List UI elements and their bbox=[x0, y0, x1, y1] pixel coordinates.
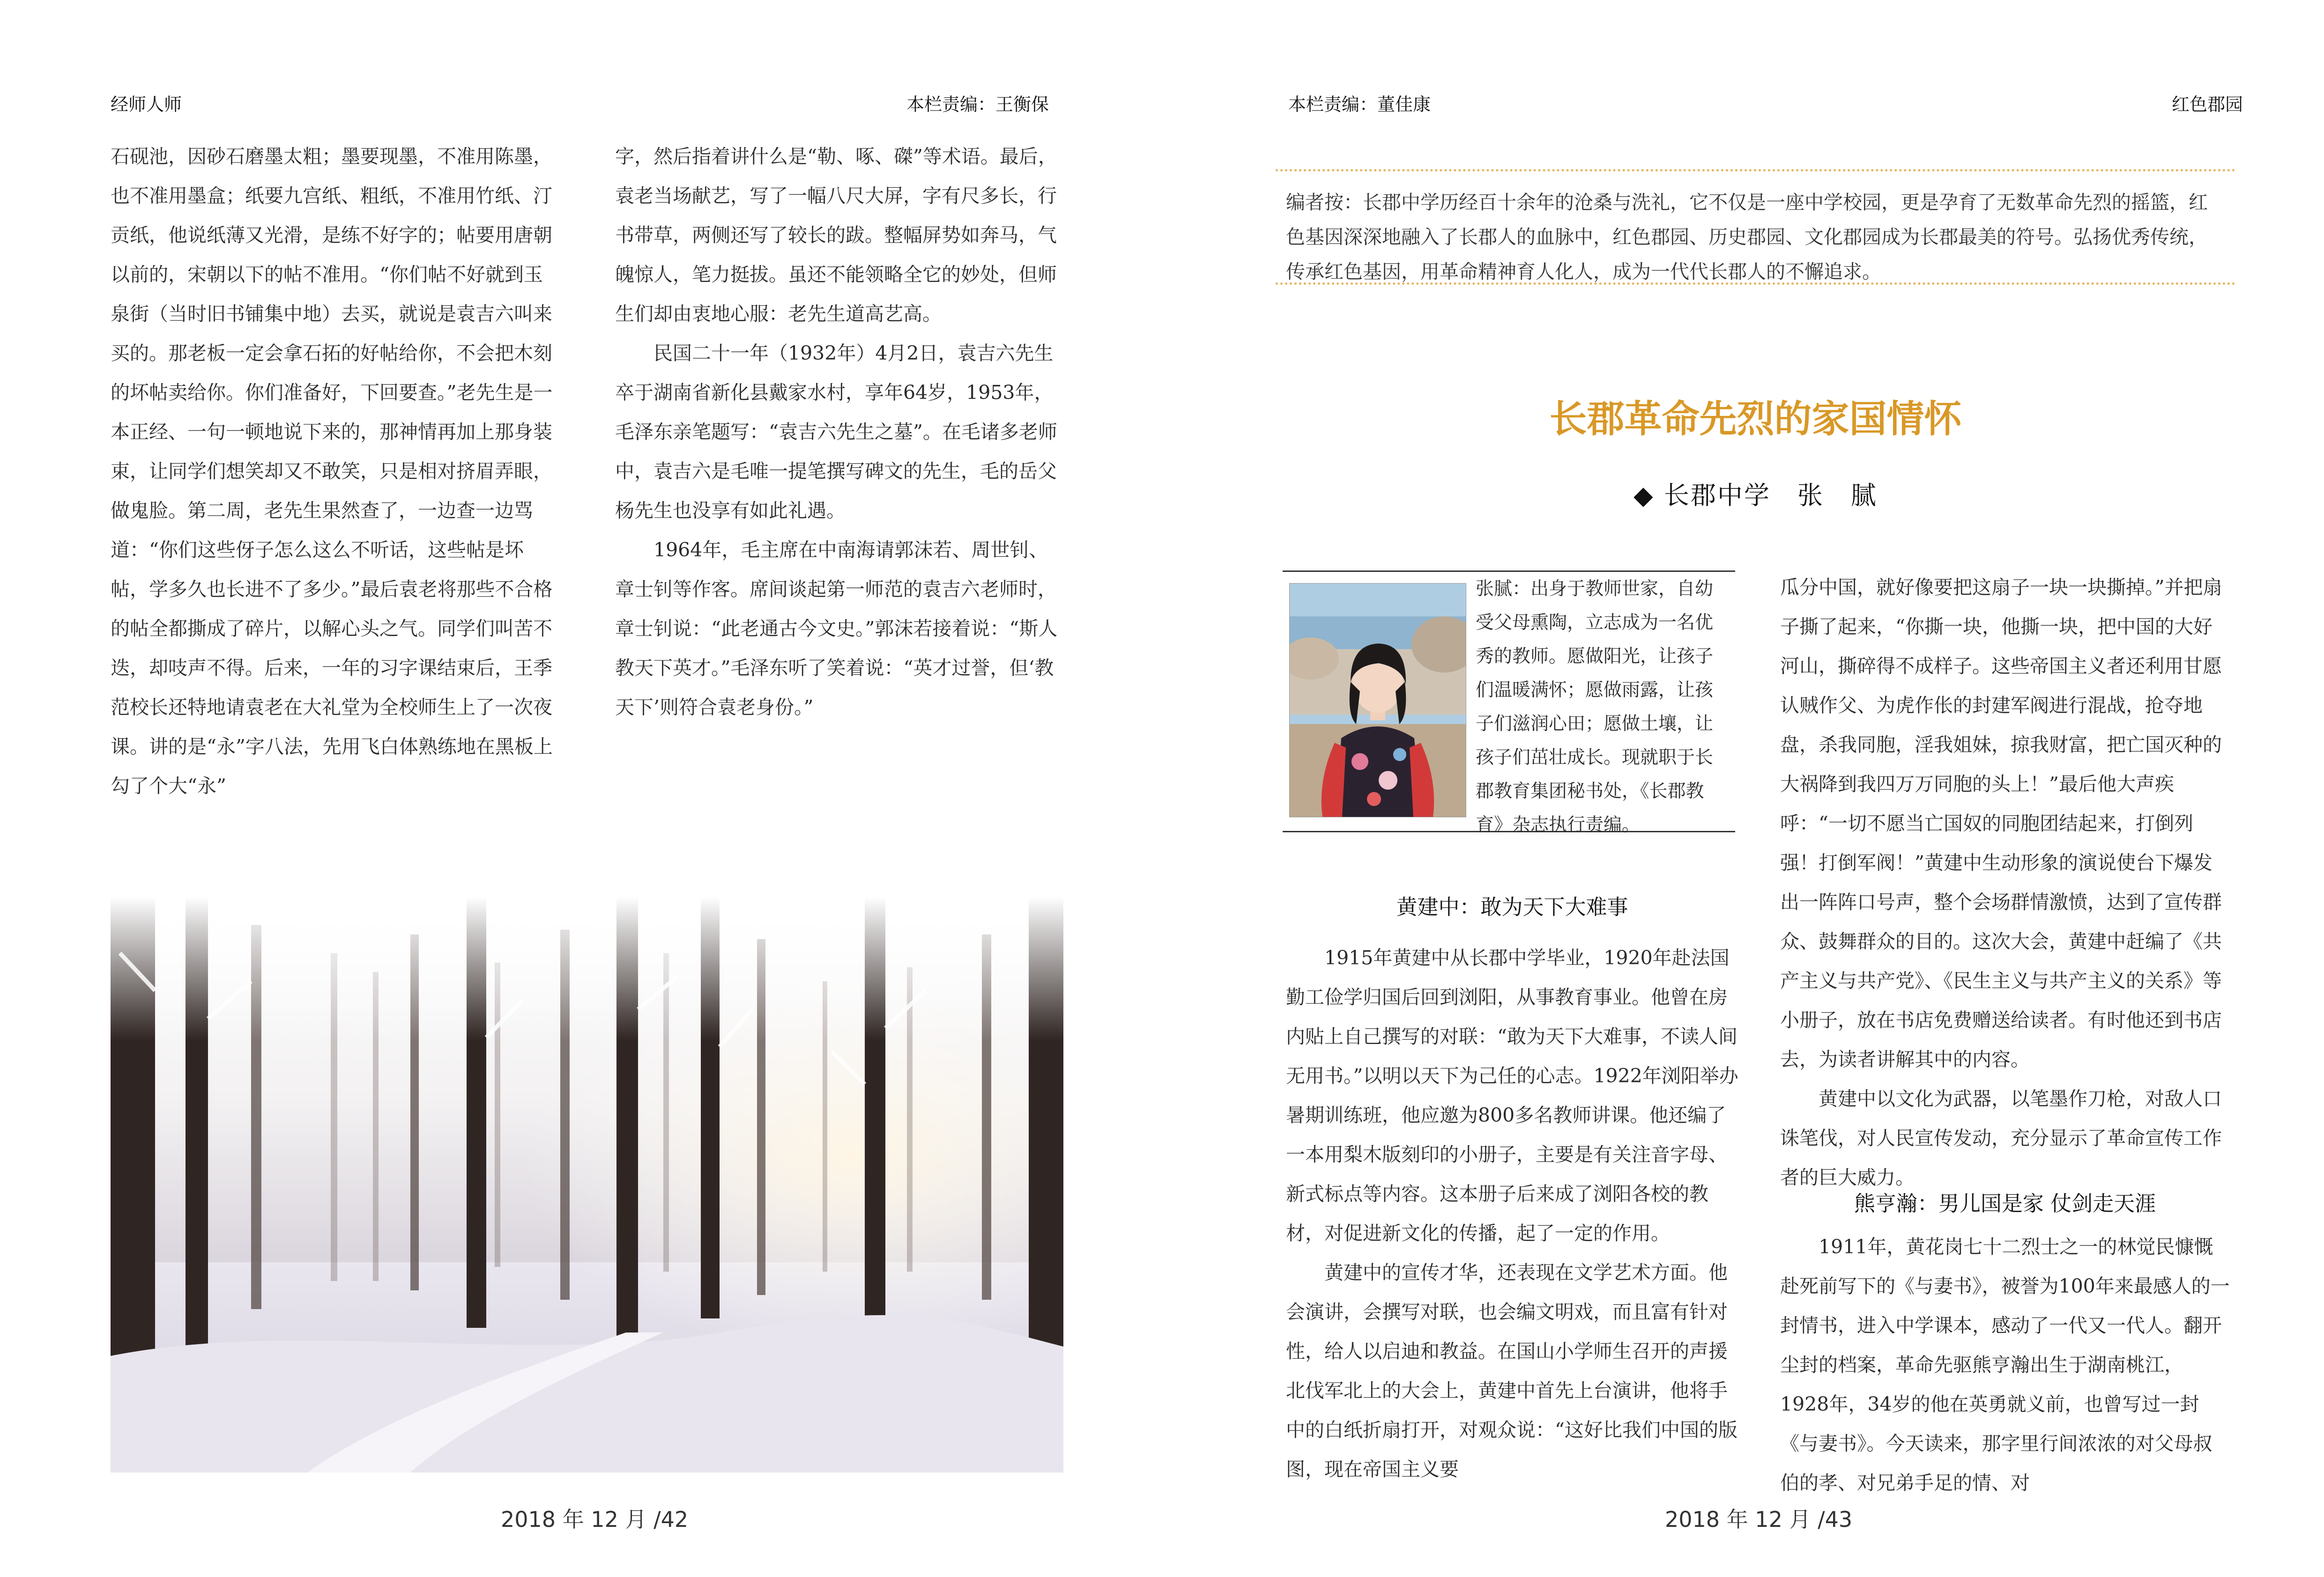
author-bio: 张腻：出身于教师世家，自幼受父母熏陶，立志成为一名优秀的教师。愿做阳光，让孩子们温暖满怀；愿做雨露，让孩子们滋润心田；愿做土壤，让孩子们茁壮成长。现就职于长郡教育集团秘书处，《长郡教育》杂志执行责编。 bbox=[1476, 578, 1714, 836]
paragraph: 字，然后指着讲什么是“勒、啄、磔”等术语。最后，袁老当场献艺，写了一幅八尺大屏，字有尺多长，行书带草，两侧还写了较长的跋。整幅屏势如奔马，气魄惊人，笔力挺拔。虽还不能领略全它的妙处，但师生们却由衷地心服：老先生道高艺高。 bbox=[615, 145, 1057, 325]
editor-note: 编者按：长郡中学历经百十余年的沧桑与洗礼，它不仅是一座中学校园，更是孕育了无数革命先烈的摇篮，红色基因深深地融入了长郡人的血脉中，红色郡园、历史郡园、文化郡园成为长郡最美的符号。弘扬优秀传统，传承红色基因，用革命精神育人化人，成为一代代长郡人的不懈追求。 bbox=[1286, 191, 2208, 283]
paragraph: 瓜分中国，就好像要把这扇子一块一块撕掉。”并把扇子撕了起来，“你撕一块，他撕一块，把中国的大好河山，撕碎得不成样子。这些帝国主义者还利用甘愿认贼作父、为虎作伥的封建军阀进行混战，抢夺地盘，杀我同胞，淫我姐妹，掠我财富，把亡国灭种的大祸降到我四万万同胞的头上！”最后他大声疾呼：“一切不愿当亡国奴的同胞团结起来，打倒列强！打倒军阀！”黄建中生动形象的演说使台下爆发出一阵阵口号声，整个会场群情激愤，达到了宣传群众、鼓舞群众的目的。这次大会，黄建中赶编了《共产主义与共产党》、《民生主义与共产主义的关系》等小册子，放在书店免费赠送给读者。有时他还到书店去，为读者讲解其中的内容。 bbox=[1780, 576, 2222, 1071]
paragraph: 石砚池，因砂石磨墨太粗；墨要现墨，不准用陈墨，也不准用墨盒；纸要九宫纸、粗纸，不准用竹纸、汀贡纸，他说纸薄又光滑，是练不好字的；帖要用唐朝以前的，宋朝以下的帖不准用。“你们帖不好就到玉泉街（当时旧书铺集中地）去买，就说是袁吉六叫来买的。那老板一定会拿石拓的好帖给你，不会把木刻的坏帖卖给你。你们准备好，下回要查。”老先生是一本正经、一句一顿地说下来的，那神情再加上那身装束，让同学们想笑却又不敢笑，只是相对挤眉弄眼，做鬼脸。第二周，老先生果然查了，一边查一边骂道：“你们这些伢子怎么这么不听话，这些帖是坏帖，学多久也长进不了多少。”最后袁老将那些不合格的帖全都撕成了碎片，以解心头之气。同学们叫苦不迭，却吱声不得。后来，一年的习字课结束后，王季范校长还特地请袁老在大礼堂为全校师生上了一次夜课。讲的是“永”字八法，先用飞白体熟练地在黑板上勾了个大“永” bbox=[111, 145, 553, 797]
page-number-left: 2018 年 12 月 /42 bbox=[501, 1507, 689, 1532]
header-editor: 本栏责编：董佳康 bbox=[1288, 94, 1431, 115]
paragraph: 民国二十一年（1932年）4月2日，袁吉六先生卒于湖南省新化县戴家水村，享年64岁，1953年，毛泽东亲笔题写：“袁吉六先生之墓”。在毛诸多老师中，袁吉六是毛唯一提笔撰写碑文的先生，毛的岳父杨先生也没享有如此礼遇。 bbox=[615, 342, 1057, 522]
section-heading-1: 黄建中：敢为天下大难事 bbox=[1396, 895, 1628, 919]
section-heading-2: 熊亨瀚：男儿国是家 仗剑走天涯 bbox=[1854, 1191, 2156, 1216]
left-column-2 bbox=[615, 137, 1060, 727]
author-photo bbox=[1289, 583, 1466, 817]
right-column-2-continued bbox=[1780, 1227, 2230, 1503]
paragraph: 1915年黄建中从长郡中学毕业，1920年赴法国勤工俭学归国后回到浏阳，从事教育事业。他曾在房内贴上自己撰写的对联：“敢为天下大难事，不读人间无用书。”以明以天下为己任的心志。1922年浏阳举办暑期训练班，他应邀为800多名教师讲课。他还编了一本用梨木版刻印的小册子，主要是有关注音字母、新式标点等内容。这本册子后来成了浏阳各校的教材，对促进新文化的传播，起了一定的作用。 bbox=[1286, 947, 1738, 1244]
right-column-2 bbox=[1780, 568, 2230, 1197]
dotted-rule-top bbox=[1276, 169, 2235, 171]
header-section-name: 经师人师 bbox=[111, 94, 182, 115]
paragraph: 1964年，毛主席在中南海请郭沫若、周世钊、章士钊等作客。席间谈起第一师范的袁吉六老师时，章士钊说：“此老通古今文史。”郭沫若接着说：“斯人教天下英才。”毛泽东听了笑着说：“英才过誉，但‘教天下’则符合袁老身份。” bbox=[615, 539, 1058, 718]
snow-forest-photo bbox=[111, 897, 1063, 1473]
paragraph: 黄建中以文化为武器，以笔墨作刀枪，对敌人口诛笔伐，对人民宣传发动，充分显示了革命宣传工作者的巨大威力。 bbox=[1780, 1088, 2222, 1189]
byline: ◆ 长郡中学 张 腻 bbox=[1633, 481, 1878, 510]
page-number-right: 2018 年 12 月 /43 bbox=[1665, 1507, 1853, 1532]
header-editor: 本栏责编：王衡保 bbox=[906, 94, 1049, 115]
article-title: 长郡革命先烈的家国情怀 bbox=[1549, 397, 1962, 441]
paragraph: 1911年，黄花岗七十二烈士之一的林觉民慷慨赴死前写下的《与妻书》，被誉为100年来最感人的一封情书，进入中学课本，感动了一代又一代人。翻开尘封的档案，革命先驱熊亨瀚出生于湖南桃江，1928年，34岁的他在英勇就义前，也曾写过一封《与妻书》。今天读来，那字里行间浓浓的对父母叔伯的孝、对兄弟手足的情、对 bbox=[1780, 1236, 2230, 1494]
right-column-1 bbox=[1286, 938, 1738, 1489]
header-section-name: 红色郡园 bbox=[2172, 94, 2243, 115]
dotted-rule-bottom bbox=[1276, 282, 2235, 285]
paragraph: 黄建中的宣传才华，还表现在文学艺术方面。他会演讲，会撰写对联，也会编文明戏，而且富有针对性，给人以启迪和教益。在国山小学师生召开的声援北伐军北上的大会上，黄建中首先上台演讲，他将手中的白纸折扇打开，对观众说：“这好比我们中国的版图，现在帝国主义要 bbox=[1286, 1261, 1737, 1481]
left-column-1 bbox=[111, 137, 556, 806]
